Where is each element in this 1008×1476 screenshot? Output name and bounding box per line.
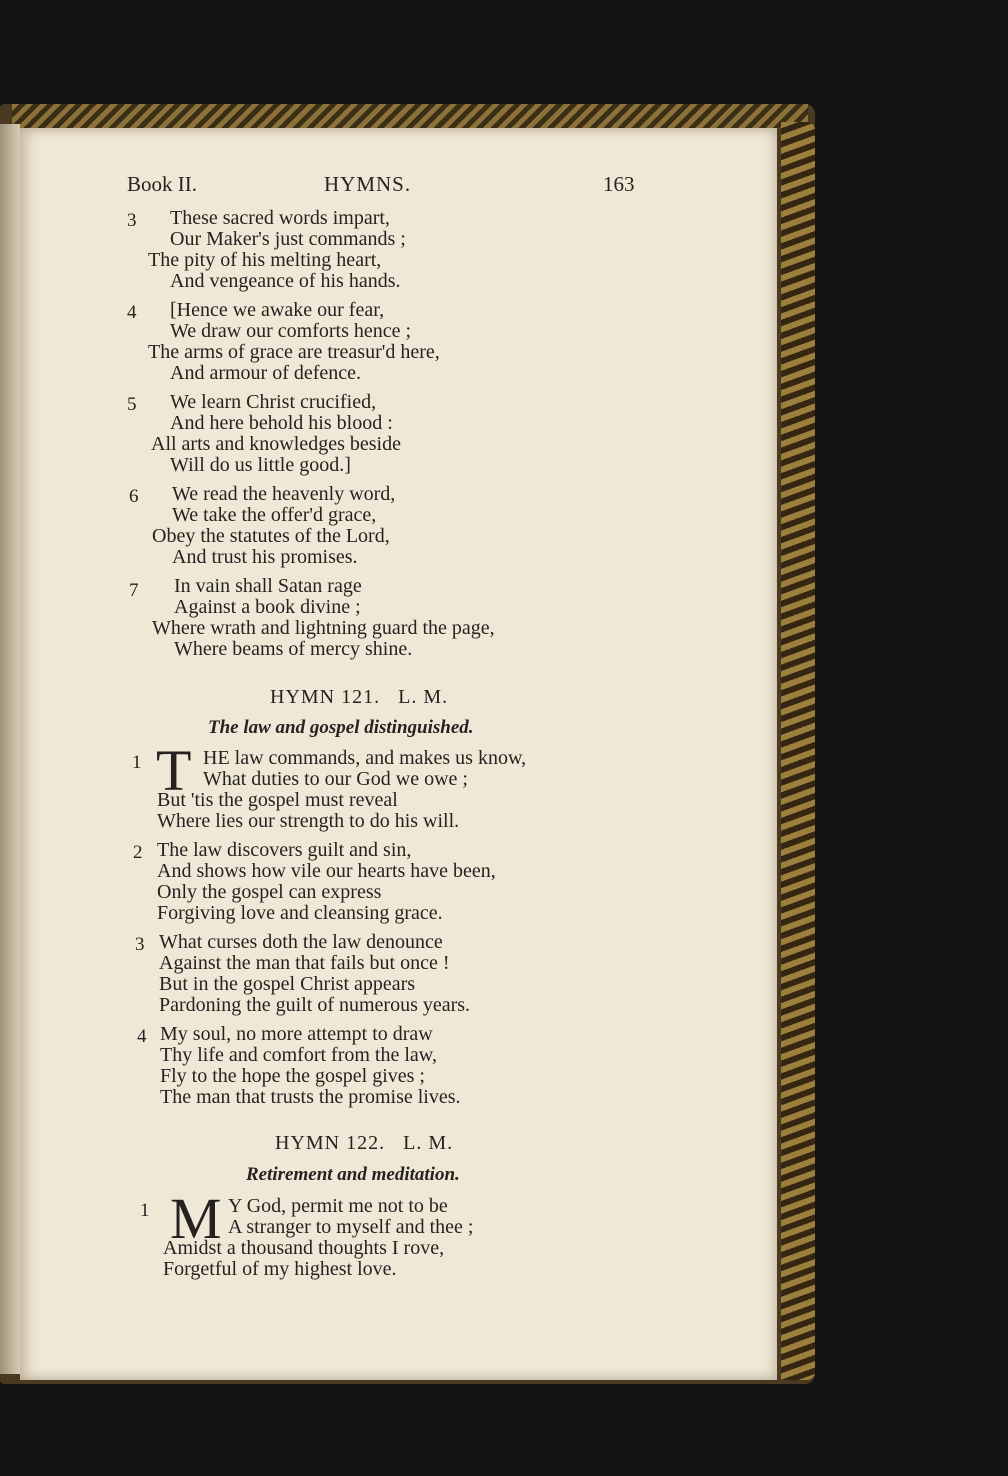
verse-line: Against a book divine ; <box>174 596 361 618</box>
verse-line: Where wrath and lightning guard the page, <box>152 617 495 639</box>
stanza-number: 1 <box>132 752 142 773</box>
verse-line: And shows how vile our hearts have been, <box>157 860 496 882</box>
stanza-number: 2 <box>133 842 143 863</box>
stanza-number: 1 <box>140 1200 150 1221</box>
verse-line: Thy life and comfort from the law, <box>160 1044 437 1066</box>
stanza-number: 4 <box>127 302 137 323</box>
verse-line: What curses doth the law denounce <box>159 931 443 953</box>
header-book: Book II. <box>127 172 197 196</box>
hymn-title: HYMN 121. L. M. <box>270 686 449 708</box>
stanza-number: 5 <box>127 394 137 415</box>
stanza-number: 6 <box>129 486 139 507</box>
verse-line: Against the man that fails but once ! <box>159 952 450 974</box>
gilt-edge-top <box>12 104 808 128</box>
verse-line: These sacred words impart, <box>170 207 390 229</box>
verse-line: All arts and knowledges beside <box>151 433 401 455</box>
gilt-edge-right <box>781 122 815 1380</box>
verse-line: And armour of defence. <box>170 362 362 384</box>
verse-line: Amidst a thousand thoughts I rove, <box>163 1237 445 1259</box>
verse-line: And here behold his blood : <box>170 412 393 434</box>
page-number: 163 <box>603 172 635 196</box>
verse-line: Where beams of mercy shine. <box>174 638 413 660</box>
verse-line: We learn Christ crucified, <box>170 391 377 413</box>
drop-cap: T <box>156 738 192 803</box>
verse-line: The law discovers guilt and sin, <box>157 839 412 861</box>
stanza-number: 4 <box>137 1026 147 1047</box>
verse-line: In vain shall Satan rage <box>174 575 362 597</box>
verse-line: A stranger to myself and thee ; <box>228 1216 474 1238</box>
verse-line: The man that trusts the promise lives. <box>160 1086 461 1108</box>
verse-line: And vengeance of his hands. <box>170 270 401 292</box>
stanza-number: 3 <box>127 210 137 231</box>
verse-line: Forgetful of my highest love. <box>163 1258 397 1280</box>
verse-line: What duties to our God we owe ; <box>203 768 468 790</box>
verse-line: HE law commands, and makes us know, <box>203 747 527 769</box>
stanza-number: 3 <box>135 934 145 955</box>
verse-line: Will do us little good.] <box>170 454 351 476</box>
verse-line: Fly to the hope the gospel gives ; <box>160 1065 425 1087</box>
verse-line: The pity of his melting heart, <box>148 249 382 271</box>
verse-line: [Hence we awake our fear, <box>170 299 385 321</box>
header-section: HYMNS. <box>324 172 412 196</box>
facing-page-edge <box>0 124 20 1374</box>
verse-line: We draw our comforts hence ; <box>170 320 412 342</box>
book-page <box>20 128 777 1380</box>
verse-line: Obey the statutes of the Lord, <box>152 525 390 547</box>
book <box>0 104 815 1384</box>
verse-line: Only the gospel can express <box>157 881 382 903</box>
verse-line: But in the gospel Christ appears <box>159 973 416 995</box>
verse-line: The arms of grace are treasur'd here, <box>148 341 440 363</box>
drop-cap: M <box>170 1186 222 1251</box>
verse-line: Where lies our strength to do his will. <box>157 810 460 832</box>
verse-line: We read the heavenly word, <box>172 483 396 505</box>
hymn-subtitle: Retirement and meditation. <box>246 1164 460 1185</box>
verse-line: Our Maker's just commands ; <box>170 228 406 250</box>
verse-line: But 'tis the gospel must reveal <box>157 789 398 811</box>
verse-line: Pardoning the guilt of numerous years. <box>159 994 471 1016</box>
verse-line: We take the offer'd grace, <box>172 504 377 526</box>
verse-line: Y God, permit me not to be <box>228 1195 448 1217</box>
verse-line: And trust his promises. <box>172 546 358 568</box>
verse-line: My soul, no more attempt to draw <box>160 1023 433 1045</box>
hymn-title: HYMN 122. L. M. <box>275 1132 454 1154</box>
hymn-subtitle: The law and gospel distinguished. <box>208 717 474 738</box>
verse-line: Forgiving love and cleansing grace. <box>157 902 443 924</box>
stanza-number: 7 <box>129 580 139 601</box>
